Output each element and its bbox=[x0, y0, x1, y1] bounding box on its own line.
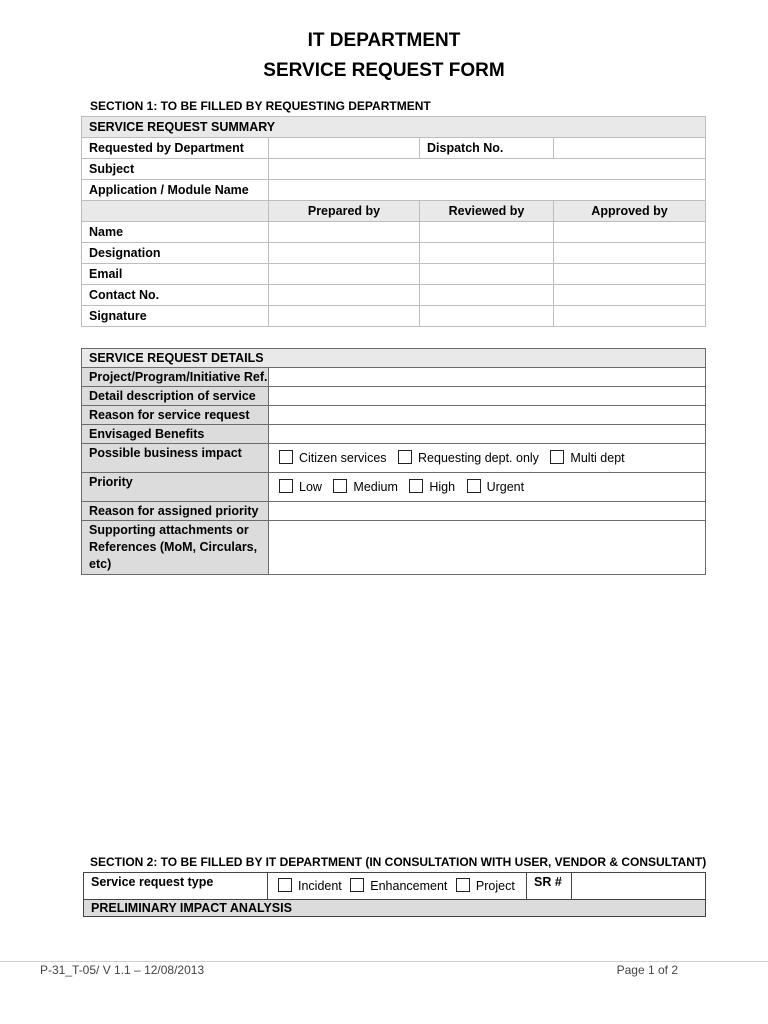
requesting-dept-label: Requesting dept. only bbox=[418, 451, 539, 466]
sr-no-field[interactable] bbox=[572, 873, 706, 900]
email-prepared-field[interactable] bbox=[269, 264, 420, 285]
app-module-field[interactable] bbox=[269, 180, 706, 201]
reviewed-by-header: Reviewed by bbox=[420, 201, 554, 222]
multi-dept-checkbox[interactable] bbox=[550, 450, 564, 464]
request-type-label: Service request type bbox=[84, 873, 268, 900]
dispatch-no-field[interactable] bbox=[554, 138, 706, 159]
footer-page-number: Page 1 of 2 bbox=[616, 963, 678, 977]
prepared-by-header: Prepared by bbox=[269, 201, 420, 222]
low-label: Low bbox=[299, 480, 322, 495]
designation-label: Designation bbox=[82, 243, 269, 264]
project-checkbox[interactable] bbox=[456, 878, 470, 892]
citizen-services-label: Citizen services bbox=[299, 451, 387, 466]
contact-approved-field[interactable] bbox=[554, 285, 706, 306]
dispatch-no-label: Dispatch No. bbox=[420, 138, 554, 159]
citizen-services-checkbox[interactable] bbox=[279, 450, 293, 464]
email-approved-field[interactable] bbox=[554, 264, 706, 285]
low-checkbox[interactable] bbox=[279, 479, 293, 493]
incident-checkbox[interactable] bbox=[278, 878, 292, 892]
designation-prepared-field[interactable] bbox=[269, 243, 420, 264]
attachments-field[interactable] bbox=[269, 521, 706, 575]
medium-label: Medium bbox=[353, 480, 398, 495]
section2-label: SECTION 2: TO BE FILLED BY IT DEPARTMENT (IN CONSULTATION WITH USER, VENDOR & CONSULTANT) bbox=[90, 855, 707, 869]
service-request-summary-table bbox=[81, 116, 706, 327]
priority-reason-label: Reason for assigned priority bbox=[82, 502, 269, 521]
benefits-field[interactable] bbox=[269, 425, 706, 444]
impact-analysis-header: PRELIMINARY IMPACT ANALYSIS bbox=[84, 900, 706, 917]
subject-label: Subject bbox=[82, 159, 269, 180]
approved-by-header: Approved by bbox=[554, 201, 706, 222]
impact-options bbox=[269, 444, 706, 473]
priority-reason-field[interactable] bbox=[269, 502, 706, 521]
name-prepared-field[interactable] bbox=[269, 222, 420, 243]
attachments-label-line1: Supporting attachments or bbox=[89, 523, 249, 537]
signature-prepared-field[interactable] bbox=[269, 306, 420, 327]
signature-reviewed-field[interactable] bbox=[420, 306, 554, 327]
project-ref-label: Project/Program/Initiative Ref. bbox=[82, 368, 269, 387]
benefits-label: Envisaged Benefits bbox=[82, 425, 269, 444]
request-type-options bbox=[268, 873, 527, 900]
high-checkbox[interactable] bbox=[409, 479, 423, 493]
incident-label: Incident bbox=[298, 879, 342, 894]
form-title-line1: IT DEPARTMENT bbox=[307, 30, 461, 51]
designation-reviewed-field[interactable] bbox=[420, 243, 554, 264]
project-label: Project bbox=[475, 879, 515, 894]
form-title-line2: SERVICE REQUEST FORM bbox=[263, 60, 505, 81]
email-label: Email bbox=[82, 264, 269, 285]
urgent-label: Urgent bbox=[486, 480, 525, 495]
attachments-label-line3: etc) bbox=[89, 557, 112, 571]
enhancement-label: Enhancement bbox=[370, 879, 448, 894]
email-reviewed-field[interactable] bbox=[420, 264, 554, 285]
multi-dept-label: Multi dept bbox=[570, 451, 625, 466]
priority-options bbox=[269, 473, 706, 502]
requesting-dept-checkbox[interactable] bbox=[398, 450, 412, 464]
sr-no-label: SR # bbox=[527, 873, 572, 900]
subject-field[interactable] bbox=[269, 159, 706, 180]
name-reviewed-field[interactable] bbox=[420, 222, 554, 243]
blank-header-cell bbox=[82, 201, 269, 222]
medium-checkbox[interactable] bbox=[333, 479, 347, 493]
reason-field[interactable] bbox=[269, 406, 706, 425]
requested-by-label: Requested by Department bbox=[82, 138, 269, 159]
signature-label: Signature bbox=[82, 306, 269, 327]
footer-doc-ref: P-31_T-05/ V 1.1 – 12/08/2013 bbox=[40, 963, 205, 977]
attachments-label bbox=[82, 521, 269, 575]
priority-label: Priority bbox=[82, 473, 269, 502]
service-request-details-table bbox=[81, 348, 706, 575]
urgent-checkbox[interactable] bbox=[467, 479, 481, 493]
name-label: Name bbox=[82, 222, 269, 243]
details-header: SERVICE REQUEST DETAILS bbox=[82, 349, 706, 368]
attachments-label-line2: References (MoM, Circulars, bbox=[89, 540, 258, 554]
enhancement-checkbox[interactable] bbox=[350, 878, 364, 892]
description-field[interactable] bbox=[269, 387, 706, 406]
contact-no-label: Contact No. bbox=[82, 285, 269, 306]
designation-approved-field[interactable] bbox=[554, 243, 706, 264]
contact-reviewed-field[interactable] bbox=[420, 285, 554, 306]
project-ref-field[interactable] bbox=[269, 368, 706, 387]
app-module-label: Application / Module Name bbox=[82, 180, 269, 201]
requested-by-field[interactable] bbox=[269, 138, 420, 159]
section2-table bbox=[83, 872, 706, 917]
section1-label: SECTION 1: TO BE FILLED BY REQUESTING DEPARTMENT bbox=[90, 99, 431, 113]
summary-header: SERVICE REQUEST SUMMARY bbox=[82, 117, 706, 138]
contact-prepared-field[interactable] bbox=[269, 285, 420, 306]
high-label: High bbox=[429, 480, 456, 495]
footer-divider bbox=[0, 961, 768, 962]
impact-label: Possible business impact bbox=[82, 444, 269, 473]
description-label: Detail description of service bbox=[82, 387, 269, 406]
signature-approved-field[interactable] bbox=[554, 306, 706, 327]
reason-label: Reason for service request bbox=[82, 406, 269, 425]
name-approved-field[interactable] bbox=[554, 222, 706, 243]
